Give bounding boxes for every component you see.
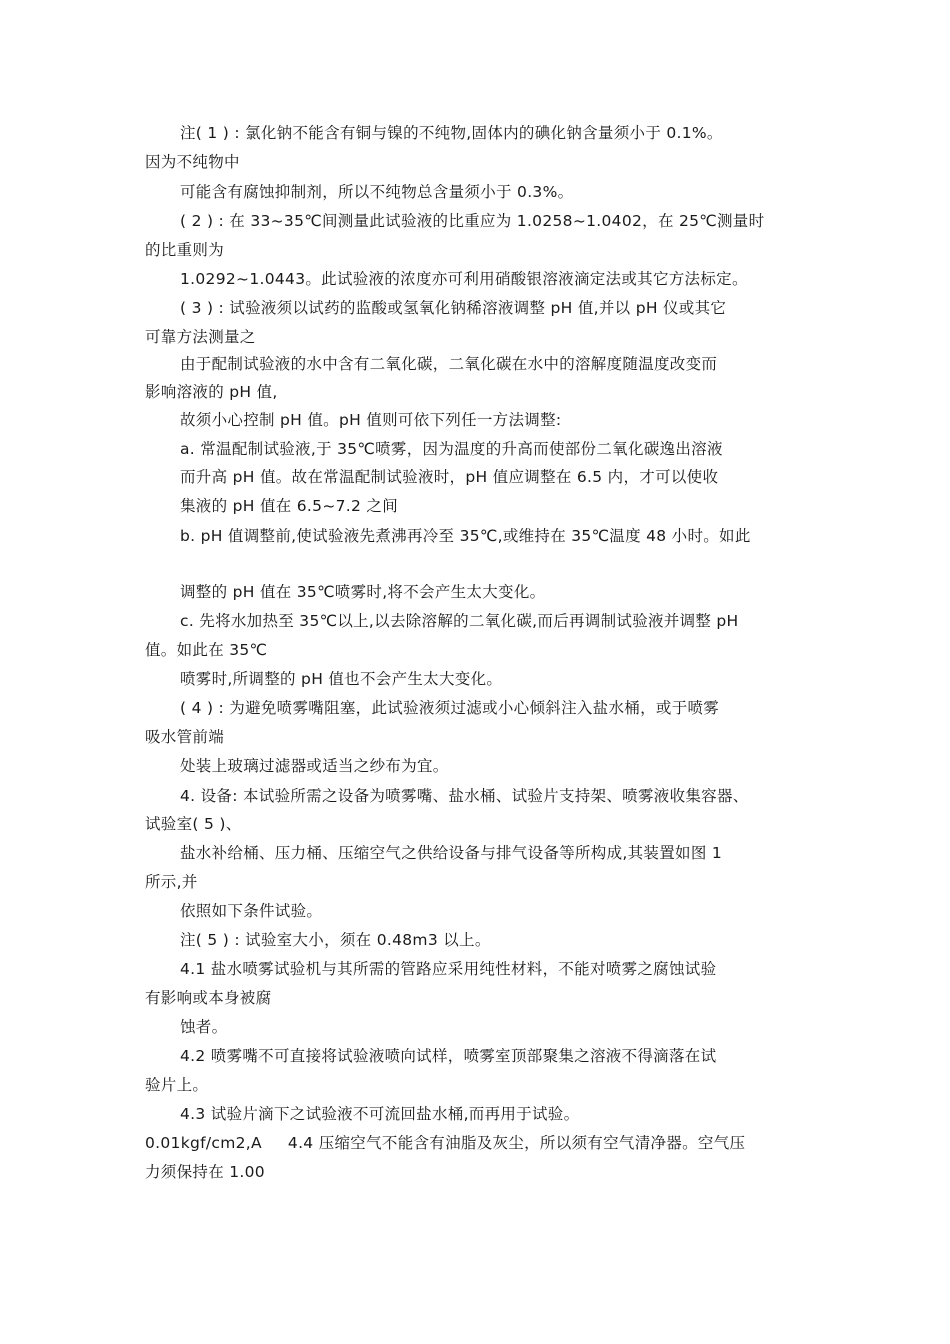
text-line: 盐水补给桶、压力桶、压缩空气之供给设备与排气设备等所构成,其装置如图 1 <box>180 844 723 862</box>
text-line-with-side-note <box>145 1133 745 1153</box>
text-line: 可能含有腐蚀抑制剂，所以不纯物总含量须小于 0.3%。 <box>180 183 574 201</box>
text-line: ( 3 ) : 试验液须以试药的监酸或氢氧化钠稀溶液调整 pH 值,并以 pH 仪或其它 <box>180 299 727 317</box>
text-line: 试验室( 5 )、 <box>145 815 242 833</box>
text-line: 而升高 pH 值。故在常温配制试验液时，pH 值应调整在 6.5 内，才可以使收 <box>180 468 719 486</box>
text-line: ( 4 ) : 为避免喷雾嘴阻塞，此试验液须过滤或小心倾斜注入盐水桶，或于喷雾 <box>180 699 720 717</box>
text-line: 依照如下条件试验。 <box>180 902 323 920</box>
text-line: 蚀者。 <box>180 1018 228 1036</box>
text-line: ( 2 ) : 在 33~35℃间测量此试验液的比重应为 1.0258~1.0402，在 25℃测量时 <box>180 212 765 230</box>
text-line: 喷雾时,所调整的 pH 值也不会产生太大变化。 <box>180 670 503 688</box>
text-line: 4.4 压缩空气不能含有油脂及灰尘，所以须有空气清净器。空气压 <box>287 1134 746 1152</box>
text-line: 故须小心控制 pH 值。pH 值则可依下列任一方法调整: <box>180 411 562 429</box>
text-line: 4.1 盐水喷雾试验机与其所需的管路应采用纯性材料，不能对喷雾之腐蚀试验 <box>180 960 717 978</box>
text-line: 所示,并 <box>145 873 198 891</box>
text-line: 由于配制试验液的水中含有二氧化碳，二氧化碳在水中的溶解度随温度改变而 <box>180 355 718 373</box>
text-line: 力须保持在 1.00 <box>145 1163 265 1181</box>
text-line: 吸水管前端 <box>145 728 225 746</box>
text-line: 验片上。 <box>145 1076 209 1094</box>
text-line: 4.3 试验片滴下之试验液不可流回盐水桶,而再用于试验。 <box>180 1105 580 1123</box>
text-line: 1.0292~1.0443。此试验液的浓度亦可利用硝酸银溶液滴定法或其它方法标定。 <box>180 270 748 288</box>
text-line: 值。如此在 35℃ <box>145 641 268 659</box>
text-line: 注( 1 ) : 氯化钠不能含有铜与镍的不纯物,固体内的碘化钠含量须小于 0.1%。 <box>180 124 723 142</box>
text-line: a. 常温配制试验液,于 35℃喷雾，因为温度的升高而使部份二氧化碳逸出溶液 <box>180 440 723 458</box>
text-line: 有影响或本身被腐 <box>145 989 272 1007</box>
text-line: 4. 设备: 本试验所需之设备为喷雾嘴、盐水桶、试验片支持架、喷雾液收集容器、 <box>180 787 749 805</box>
text-line: 影响溶液的 pH 值, <box>145 383 278 401</box>
text-line: 4.2 喷雾嘴不可直接将试验液喷向试样，喷雾室顶部聚集之溶液不得滴落在试 <box>180 1047 717 1065</box>
side-note: 0.01kgf/cm2,A <box>145 1134 262 1152</box>
text-line: 调整的 pH 值在 35℃喷雾时,将不会产生太大变化。 <box>180 583 546 601</box>
text-line: 可靠方法测量之 <box>145 328 256 346</box>
text-line: 集液的 pH 值在 6.5~7.2 之间 <box>180 497 398 515</box>
text-line: b. pH 值调整前,使试验液先煮沸再冷至 35℃,或维持在 35℃温度 48 小时。如此 <box>180 527 751 545</box>
text-line: c. 先将水加热至 35℃以上,以去除溶解的二氧化碳,而后再调制试验液并调整 pH <box>180 612 739 630</box>
text-line: 因为不纯物中 <box>145 153 240 171</box>
text-line: 注( 5 ) : 试验室大小，须在 0.48m3 以上。 <box>180 931 491 949</box>
text-line: 的比重则为 <box>145 241 225 259</box>
text-line: 处装上玻璃过滤器或适当之纱布为宜。 <box>180 757 449 775</box>
